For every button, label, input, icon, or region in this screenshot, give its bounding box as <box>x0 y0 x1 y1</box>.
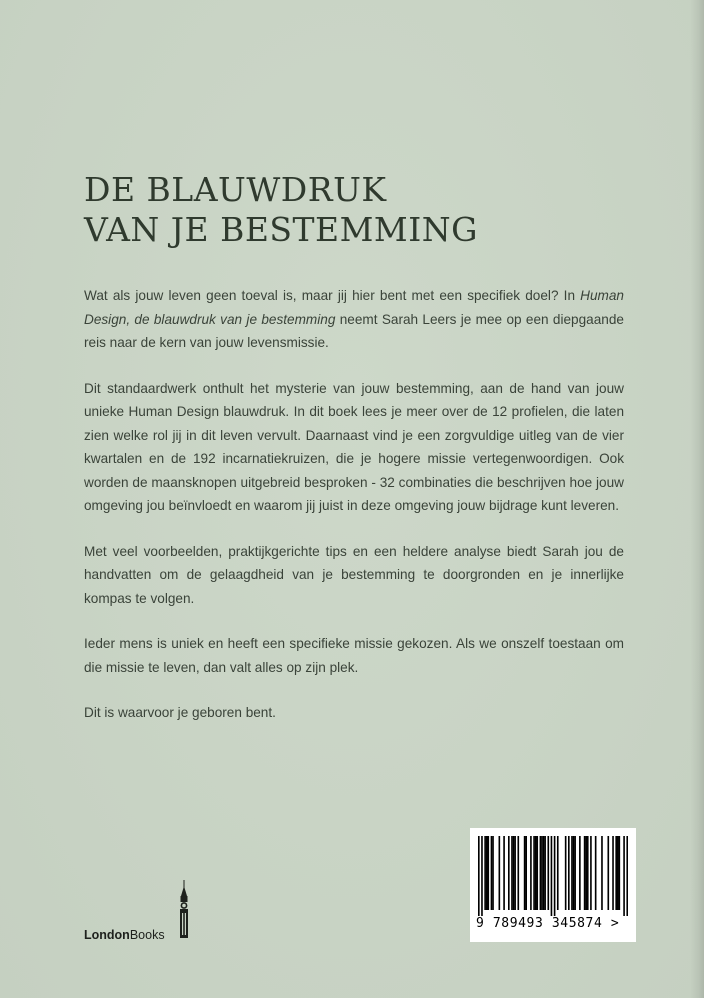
blurb-p1-end: neemt Sarah Leers je mee op een diepgaande reis naar de kern van jouw levensmissie. <box>84 311 624 350</box>
barcode-bar <box>481 836 483 916</box>
barcode-bar <box>517 836 519 910</box>
blurb-paragraph-4: Ieder mens is uniek en heeft een specifieke missie gekozen. Als we onszelf toestaan om die missie te leven, dan valt alles op zijn plek. <box>84 636 624 675</box>
barcode-bar <box>590 836 592 910</box>
big-ben-tower-icon <box>176 880 192 938</box>
barcode-bar <box>544 836 546 910</box>
barcode-bar <box>478 836 480 916</box>
publisher-name-bold: London <box>84 928 130 942</box>
barcode-bar <box>557 836 559 910</box>
book-title <box>84 170 644 250</box>
blurb-p1-book-title: Human Design, de blauwdruk van je bestemming <box>84 288 624 327</box>
publisher-name <box>84 928 165 942</box>
barcode-bar <box>568 836 570 910</box>
barcode-bar <box>607 836 609 910</box>
barcode-bar <box>524 836 526 910</box>
barcode-bar <box>554 836 556 916</box>
barcode-bar <box>617 836 619 910</box>
barcode-bar <box>499 836 501 910</box>
book-title-line-1: DE BLAUWDRUK <box>84 170 387 209</box>
barcode-bar <box>626 836 628 916</box>
barcode-bar <box>547 836 549 910</box>
barcode-bar <box>511 836 513 910</box>
barcode-bar <box>573 836 575 910</box>
barcode-bar <box>484 836 486 910</box>
barcode-bar <box>514 836 516 910</box>
blurb-paragraph-2: Dit standaardwerk onthult het mysterie van jouw bestemming, aan de hand van jouw unieke Human Design blauwdruk. In dit boek lees je meer over de 12 profielen, die laten zien welke rol jij in dit leven vervult. Daarnaast vind je een zorgvuldige uitleg van de vier kwartalen en de 192 incarnatiekruizen, die je hogere missie vertegenwoordigen. Ook worden de maansknopen uitgebreid besproken - 32 combinaties die beschrijven hoe jouw omgeving jou beïnvloedt en waarom jij juist in deze omgeving jouw bijdrage kunt leveren. <box>84 380 624 513</box>
book-title-line-2: VAN JE BESTEMMING <box>84 210 478 249</box>
barcode-bar <box>615 836 617 910</box>
blurb-paragraph-3: Met veel voorbeelden, praktijkgerichte tips en een heldere analyse biedt Sarah jou de handvatten om de gelaagdheid van je bestemming te doorgronden en je innerlijke kompas te volgen. <box>84 543 624 606</box>
isbn-number: 9 789493 345874 > <box>476 916 620 931</box>
barcode-bar <box>584 836 586 910</box>
barcode-bar <box>585 836 587 910</box>
barcode-bar <box>579 836 581 910</box>
blurb-p1-start: Wat als jouw leven geen toeval is, maar jij hier bent met een specifiek doel? In <box>84 288 581 303</box>
barcode-bar <box>535 836 537 910</box>
barcode-bar <box>540 836 542 910</box>
barcode-bar <box>513 836 515 910</box>
barcode-bar <box>487 836 489 910</box>
barcode-bar <box>541 836 543 910</box>
barcode-bar <box>612 836 614 910</box>
barcode-bar <box>551 836 553 916</box>
barcode-bar <box>508 836 510 910</box>
barcode-bar <box>525 836 527 910</box>
barcode-bar <box>574 836 576 910</box>
barcode-bar <box>601 836 603 910</box>
barcode-bars <box>478 836 628 916</box>
barcode-bar <box>595 836 597 910</box>
barcode-bar <box>543 836 545 910</box>
isbn-barcode <box>470 828 636 942</box>
cover-edge-shadow <box>690 0 704 998</box>
barcode-bar <box>587 836 589 910</box>
barcode-bar <box>491 836 493 910</box>
barcode-bar <box>565 836 567 910</box>
publisher-logo <box>84 880 224 940</box>
barcode-bar <box>571 836 573 910</box>
blurb-paragraph-5: Dit is waarvoor je geboren bent. <box>84 705 276 720</box>
barcode-bar <box>503 836 505 910</box>
barcode-bar <box>536 836 538 910</box>
barcode-bar <box>619 836 621 910</box>
barcode-bar <box>530 836 532 910</box>
barcode-bar <box>492 836 494 910</box>
blurb-paragraph-1 <box>84 284 624 355</box>
barcode-bar <box>486 836 488 910</box>
barcode-bar <box>533 836 535 910</box>
publisher-name-regular: Books <box>129 928 165 942</box>
back-cover-blurb <box>84 284 624 747</box>
barcode-bar <box>623 836 625 916</box>
